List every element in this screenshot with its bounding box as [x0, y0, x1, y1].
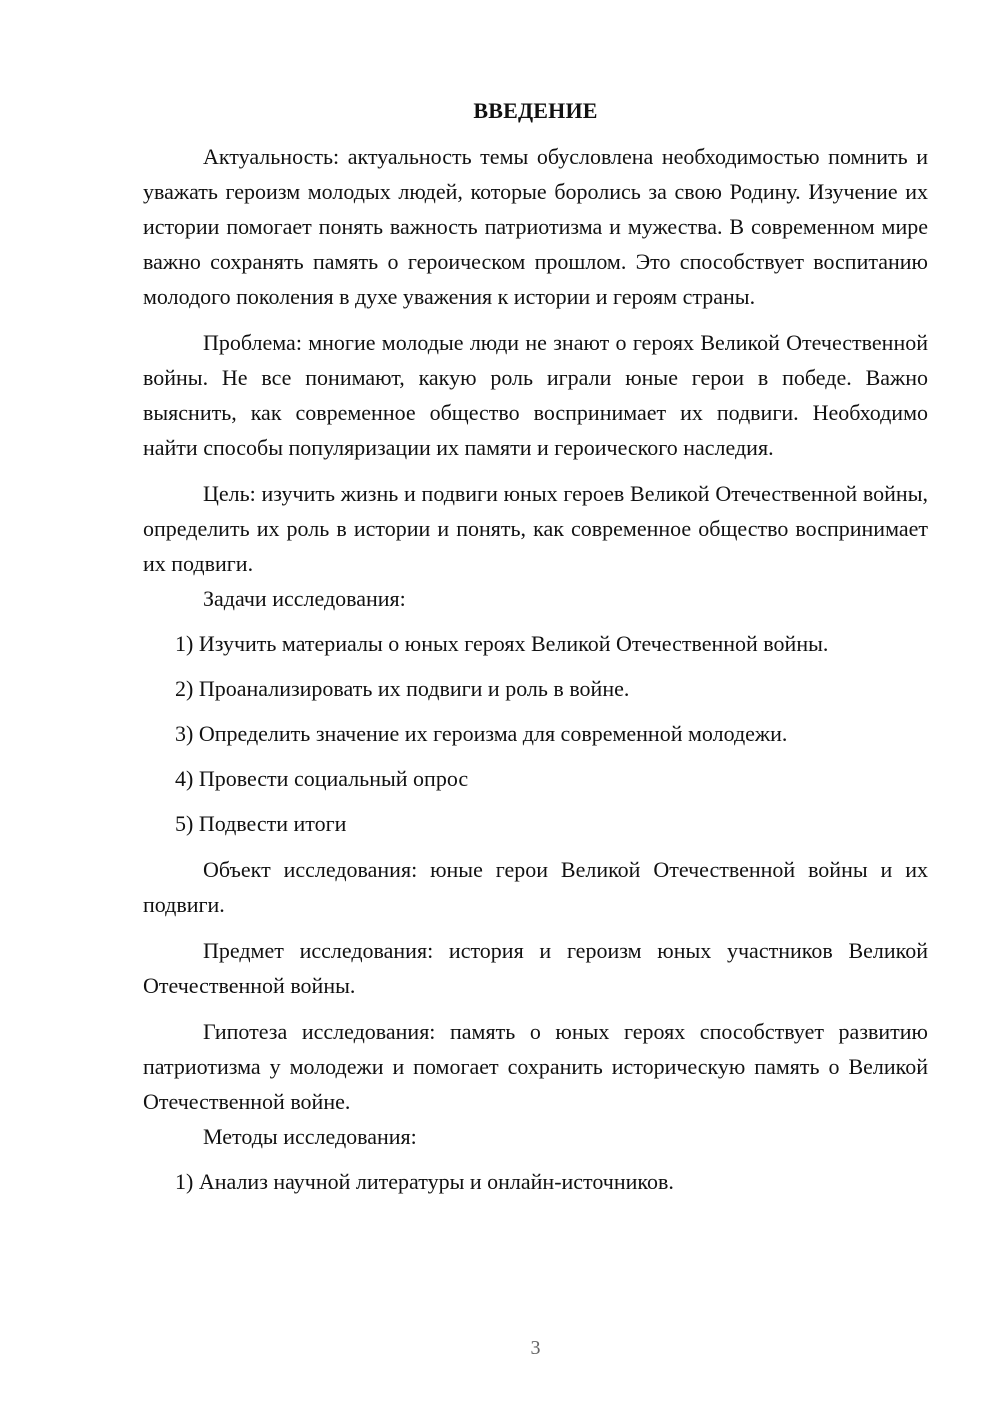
methods-heading: Методы исследования: [203, 1124, 417, 1149]
goal-paragraph: Цель: изучить жизнь и подвиги юных героев Великой Отечественной войны, определить их роль в истории и понять, как современное общество воспринимает их подвиги. [143, 481, 928, 576]
task-item: 1) Изучить материалы о юных героях Великой Отечественной войны. [175, 631, 829, 656]
tasks-heading: Задачи исследования: [203, 586, 406, 611]
task-item: 3) Определить значение их героизма для современной молодежи. [175, 721, 788, 746]
object-paragraph: Объект исследования: юные герои Великой Отечественной войны и их подвиги. [143, 857, 928, 917]
page-content [143, 96, 928, 1199]
problem-paragraph: Проблема: многие молодые люди не знают о героях Великой Отечественной войны. Не все понимают, какую роль играли юные герои в победе. Важно выяснить, как современное общество воспринимает их подвиги. Необходимо найти способы популяризации их памяти и героического наследия. [143, 330, 928, 460]
section-title: ВВЕДЕНИЕ [473, 98, 598, 123]
page-number: 3 [530, 1337, 541, 1359]
relevance-paragraph: Актуальность: актуальность темы обусловлена необходимостью помнить и уважать героизм молодых людей, которые боролись за свою Родину. Изучение их истории помогает понять важность патриотизма и мужества. В современном мире важно сохранять память о героическом прошлом. Это способствует воспитанию молодого поколения в духе уважения к истории и героям страны. [143, 144, 928, 309]
method-item: 1) Анализ научной литературы и онлайн-источников. [175, 1169, 674, 1194]
subject-paragraph: Предмет исследования: история и героизм юных участников Великой Отечественной войны. [143, 938, 928, 998]
task-item: 4) Провести социальный опрос [175, 766, 469, 791]
hypothesis-paragraph: Гипотеза исследования: память о юных героях способствует развитию патриотизма у молодежи и помогает сохранить историческую память о Великой Отечественной войне. [143, 1019, 928, 1114]
task-item: 5) Подвести итоги [175, 811, 347, 836]
task-item: 2) Проанализировать их подвиги и роль в войне. [175, 676, 630, 701]
